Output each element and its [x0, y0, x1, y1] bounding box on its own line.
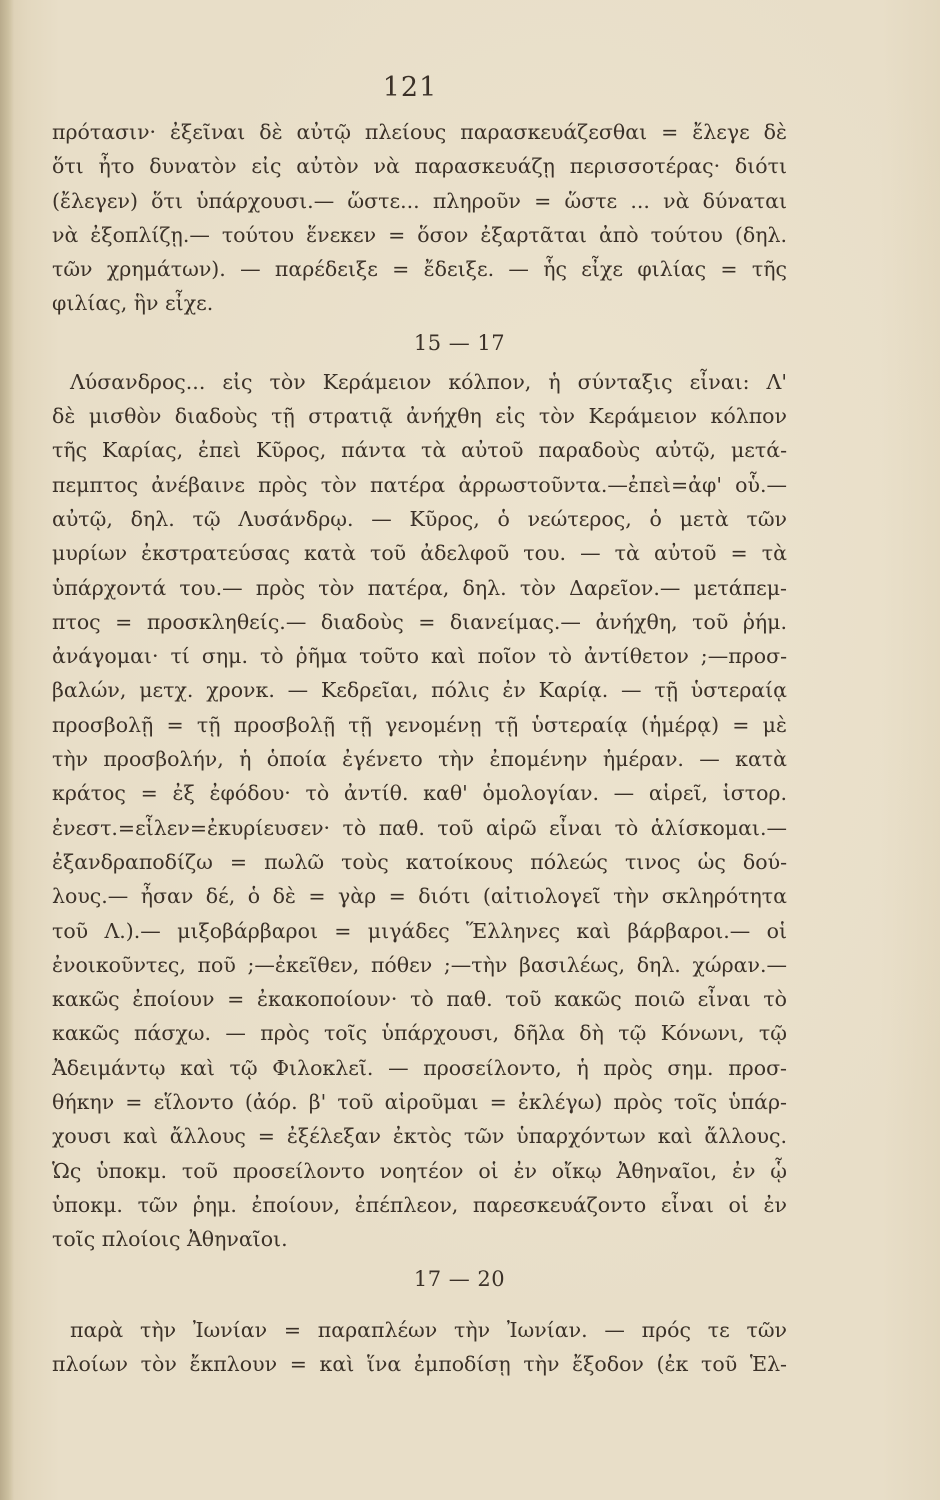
text-line: ἐνεστ.=εἷλεν=ἐκυρίευσεν· τὸ παθ. τοῦ αἱρῶ εἶναι τὸ ἁλίσκομαι.—	[52, 815, 787, 840]
text-line: μυρίων ἐκστρατεύσας κατὰ τοῦ ἀδελφοῦ του. — τὰ αὐτοῦ = τὰ	[52, 541, 787, 566]
paragraph-commentary-1	[52, 115, 787, 321]
text-line: θήκην = εἵλοντο (ἀόρ. β' τοῦ αἱροῦμαι = ἐκλέγω) πρὸς τοῖς ὑπάρ-	[52, 1090, 787, 1115]
text-line: τοῦ Λ.).— μιξοβάρβαροι = μιγάδες Ἕλληνες καὶ βάρβαροι.— οἱ	[52, 918, 787, 943]
text-line: ὑποκμ. τῶν ῥημ. ἐποίουν, ἐπέπλεον, παρεσκευάζοντο εἶναι οἱ ἐν	[52, 1192, 787, 1217]
text-line: (ἔλεγεν) ὅτι ὑπάρχουσι.— ὥστε... πληροῦν = ὥστε ... νὰ δύναται	[52, 188, 787, 213]
text-line: πρότασιν· ἐξεῖναι δὲ αὐτῷ πλείους παρασκευάζεσθαι = ἔλεγε δὲ	[52, 120, 787, 144]
text-line: προσβολῇ = τῇ προσβολῇ τῇ γενομένῃ τῇ ὑστεραίᾳ (ἡμέρᾳ) = μὲ	[52, 712, 787, 737]
section-heading-15-17: 15 — 17	[413, 330, 506, 355]
text-body	[52, 115, 787, 1381]
text-line: τὴν προσβολήν, ἡ ὁποία ἐγένετο τὴν ἐπομένην ἡμέραν. — κατὰ	[52, 747, 787, 772]
spacer	[52, 1301, 787, 1313]
text-line: φιλίας, ἣν εἶχε.	[52, 291, 214, 316]
text-line: αὐτῷ, δηλ. τῷ Λυσάνδρῳ. — Κῦρος, ὁ νεώτερος, ὁ μετὰ τῶν	[52, 506, 787, 531]
text-line: κακῶς πάσχω. — πρὸς τοῖς ὑπάρχουσι, δῆλα δὴ τῷ Κόνωνι, τῷ	[52, 1021, 787, 1046]
text-line: ἀνάγομαι· τί σημ. τὸ ῥῆμα τοῦτο καὶ ποῖον τὸ ἀντίθετον ;—προσ-	[52, 644, 787, 669]
text-line: λους.— ἦσαν δέ, ὁ δὲ = γὰρ = διότι (αἰτιολογεῖ τὴν σκληρότητα	[52, 884, 787, 909]
page-number: 121	[382, 72, 438, 103]
text-line: ἐνοικοῦντες, ποῦ ;—ἐκεῖθεν, πόθεν ;—τὴν βασιλέως, δηλ. χώραν.—	[52, 952, 787, 977]
text-line: ὅτι ἦτο δυνατὸν εἰς αὐτὸν νὰ παρασκευάζῃ περισσοτέρας· διότι	[52, 154, 787, 179]
text-line: κράτος = ἐξ ἐφόδου· τὸ ἀντίθ. καθ' ὁμολογίαν. — αἱρεῖ, ἱστορ.	[52, 781, 787, 806]
text-line: βαλών, μετχ. χρονκ. — Κεδρεῖαι, πόλις ἐν Καρίᾳ. — τῇ ὑστεραίᾳ	[52, 678, 787, 703]
text-line: κακῶς ἐποίουν = ἐκακοποίουν· τὸ παθ. τοῦ κακῶς ποιῶ εἶναι τὸ	[52, 987, 787, 1012]
text-line: τῆς Καρίας, ἐπεὶ Κῦρος, πάντα τὰ αὐτοῦ παραδοὺς αὐτῷ, μετά-	[52, 438, 787, 463]
text-line: Ὡς ὑποκμ. τοῦ προσείλοντο νοητέον οἱ ἐν οἴκῳ Ἀθηναῖοι, ἐν ᾧ	[52, 1158, 787, 1183]
text-line: νὰ ἐξοπλίζῃ.— τούτου ἕνεκεν = ὅσον ἐξαρτᾶται ἀπὸ τούτου (δηλ.	[52, 222, 787, 247]
section-heading-17-20: 17 — 20	[413, 1266, 506, 1291]
text-line: δὲ μισθὸν διαδοὺς τῇ στρατιᾷ ἀνήχθη εἰς τὸν Κεράμειον κόλπον	[52, 404, 787, 429]
text-line: τῶν χρημάτων). — παρέδειξε = ἔδειξε. — ἧς εἶχε φιλίας = τῆς	[52, 257, 787, 282]
paragraph-commentary-2	[52, 365, 787, 1257]
text-line: ὑπάρχοντά του.— πρὸς τὸν πατέρα, δηλ. τὸν Δαρεῖον.— μετάπεμ-	[52, 575, 787, 600]
page-binding-edge	[0, 0, 14, 1500]
text-line: ἐξανδραποδίζω = πωλῶ τοὺς κατοίκους πόλεώς τινος ὡς δού-	[52, 849, 787, 874]
text-line: Λύσανδρος... εἰς τὸν Κεράμειον κόλπον, ἡ σύνταξις εἶναι: Λ'	[70, 369, 787, 394]
text-line: χουσι καὶ ἄλλους = ἐξέλεξαν ἐκτὸς τῶν ὑπαρχόντων καὶ ἄλλους.	[52, 1124, 787, 1149]
text-line: τοῖς πλοίοις Ἀθηναῖοι.	[52, 1227, 288, 1252]
paragraph-commentary-3	[52, 1313, 787, 1382]
text-line: Ἀδειμάντῳ καὶ τῷ Φιλοκλεῖ. — προσείλοντο, ἡ πρὸς σημ. προσ-	[52, 1055, 787, 1080]
text-line: πτος = προσκληθείς.— διαδοὺς = διανείμας.— ἀνήχθη, τοῦ ῥήμ.	[52, 609, 787, 634]
text-line: πλοίων τὸν ἔκπλουν = καὶ ἵνα ἐμποδίσῃ τὴν ἔξοδον (ἐκ τοῦ Ἑλ-	[52, 1351, 787, 1376]
text-line: πεμπτος ἀνέβαινε πρὸς τὸν πατέρα ἀρρωστοῦντα.—ἐπεὶ=ἀφ' οὗ.—	[52, 472, 787, 497]
text-line: παρὰ τὴν Ἰωνίαν = παραπλέων τὴν Ἰωνίαν. — πρός τε τῶν	[70, 1317, 787, 1342]
